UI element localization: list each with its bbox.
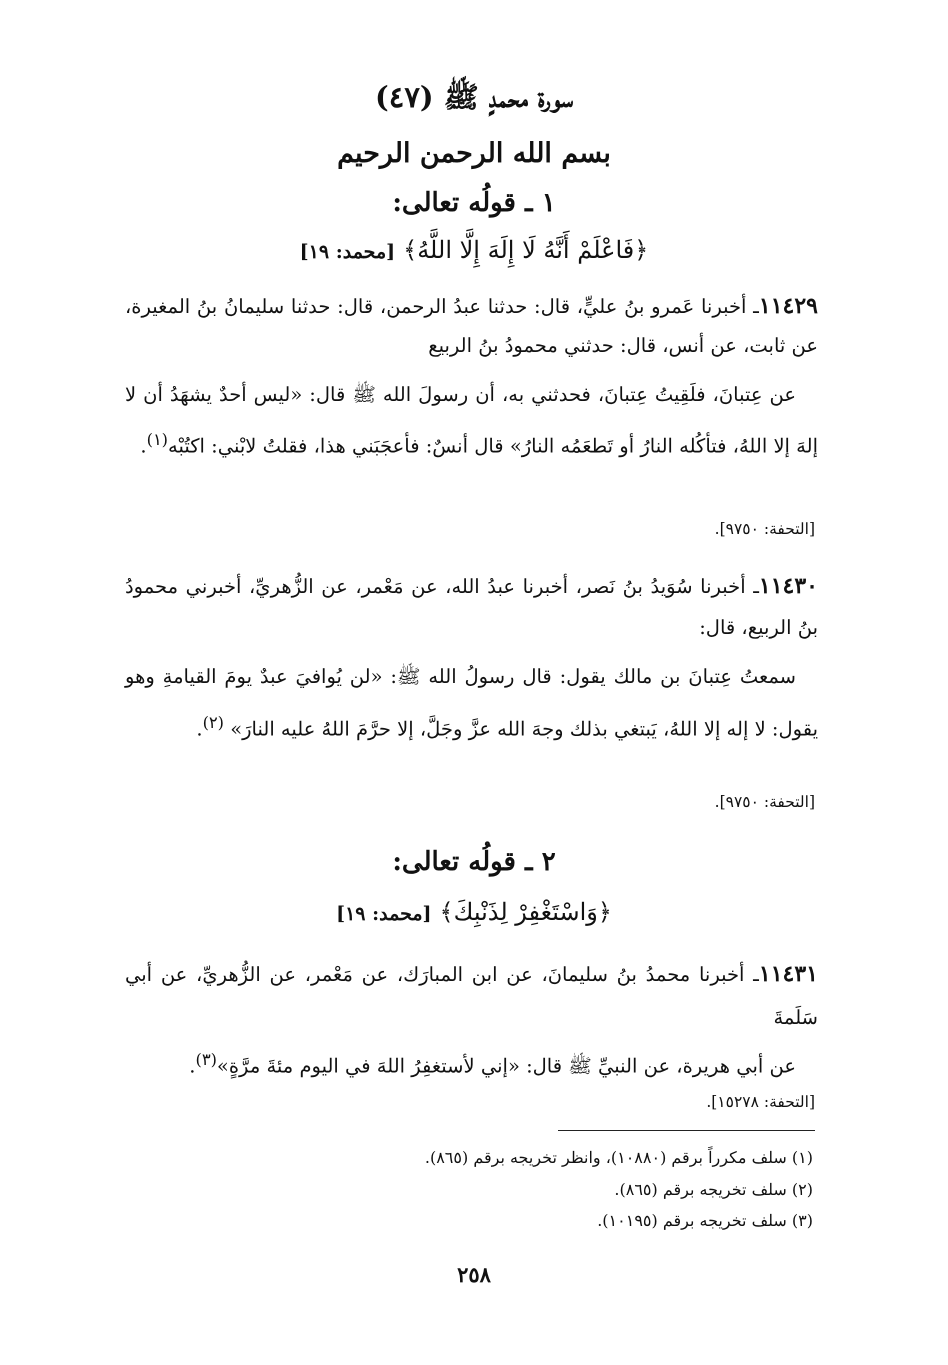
- section-heading: ٢ ـ قولُه تعالى:: [392, 847, 556, 877]
- isnad-text: ـ أخبرنا سُوَيدُ بنُ نَصر، أخبرنا عبدُ الله، عن مَعْمر، عن الزُّهريِّ، أخبرني محمودُ بنُ الربيع، قال:: [125, 575, 818, 639]
- verse-reference: [محمد: ١٩]: [299, 241, 396, 263]
- hadith-isnad: [125, 953, 818, 1039]
- hadith-matn: عن أبي هريرة، عن النبيِّ ﷺ قال: «إني لأستغفِرُ اللهَ في اليوم مئةَ مرَّةٍ»$^{(٣)}$.: [189, 1050, 796, 1078]
- footnote-divider: [558, 1130, 815, 1131]
- verse-text: ﴿وَاسْتَغْفِرْ لِذَنْبِكَ﴾: [439, 898, 612, 926]
- hadith-isnad: [125, 566, 818, 648]
- footnote: (٣) سلف تخريجه برقم (١٠١٩٥).: [597, 1211, 813, 1230]
- isnad-text: ـ أخبرنا محمدُ بنُ سليمانَ، عن ابن المبارَك، عن مَعْمر، عن الزُّهريِّ، عن أبي سَلَمةَ: [125, 963, 818, 1029]
- matn-text: سمعتُ عِتبانَ بن مالك يقول: قال رسولُ الله ﷺ: «لن يُوافيَ عبدٌ يومَ القيامةِ وهو يقول: لا إله إلا اللهُ، يَبتغي بذلك وجهَ الله عزَّ وجَلَّ، إلا حرَّمَ اللهُ عليه النارَ»: [125, 665, 818, 741]
- hadith-matn: عن عِتبانَ، فلَقِيتُ عِتبانَ، فحدثني به، أن رسولَ الله ﷺ قال: «ليس أحدٌ يشهَدُ أن لا إلهَ إلا اللهُ، فتأكُله النارُ أو تَطعَمُه النارُ» قال أنسٌ: فأعجَبَني هذا، فقلتُ لابْني: اكتُبْه$^{(١)}$.: [125, 383, 818, 458]
- matn-text: عن عِتبانَ، فلَقِيتُ عِتبانَ، فحدثني به، أن رسولَ الله ﷺ قال: «ليس أحدٌ يشهَدُ أن لا إلهَ إلا اللهُ، فتأكُله النارُ أو تَطعَمُه النارُ» قال أنسٌ: فأعجَبَني هذا، فقلتُ لابْني: اكتُبْه: [125, 383, 818, 458]
- isnad-text: ـ أخبرنا عَمرو بنُ عليٍّ، قال: حدثنا عبدُ الرحمن، قال: حدثنا سليمانُ بنُ المغيرة، عن ثابت، عن أنس، قال: حدثني محمودُ بنُ الربيع: [125, 295, 818, 357]
- hadith-isnad: [125, 287, 818, 365]
- basmala: بسم الله الرحمن الرحيم: [337, 138, 611, 169]
- matn-text: عن أبي هريرة، عن النبيِّ ﷺ قال: «إني لأستغفِرُ اللهَ في اليوم مئةَ مرَّةٍ»: [216, 1054, 796, 1078]
- page-number: ٢٥٨: [457, 1262, 491, 1287]
- verse-text: ﴿فَاعْلَمْ أَنَّهُ لَا إِلَهَ إِلَّا اللَّهُ﴾: [403, 236, 649, 264]
- footnote-marker: (١): [146, 430, 169, 449]
- footnote: (٢) سلف تخريجه برقم (٨٦٥).: [614, 1180, 813, 1199]
- hadith-number: ١١٤٢٩: [758, 293, 818, 319]
- hadith-matn: سمعتُ عِتبانَ بن مالك يقول: قال رسولُ الله ﷺ: «لن يُوافيَ عبدٌ يومَ القيامةِ وهو يقول: لا إله إلا اللهُ، يَبتغي بذلك وجهَ الله عزَّ وجَلَّ، إلا حرَّمَ اللهُ عليه النارَ» $^{(٢)}$.: [125, 665, 818, 741]
- footnote-marker: (٣): [195, 1050, 217, 1069]
- tuhfa-reference: [التحفة: ٩٧٥٠].: [714, 520, 815, 538]
- footnote-marker: (٢): [202, 713, 224, 732]
- surah-title: سورة محمدٍ ﷺ (٤٧): [375, 80, 573, 114]
- tuhfa-reference: [التحفة: ١٥٢٧٨].: [706, 1093, 815, 1111]
- footnote: (١) سلف مكرراً برقم (١٠٨٨٠)، وانظر تخريجه برقم (٨٦٥).: [424, 1148, 813, 1167]
- hadith-number: ١١٤٣٠: [758, 573, 818, 599]
- quran-verse: [0, 236, 948, 264]
- quran-verse: [0, 898, 948, 926]
- tuhfa-reference: [التحفة: ٩٧٥٠].: [714, 793, 815, 811]
- hadith-number: ١١٤٣١: [758, 961, 818, 987]
- section-heading: ١ ـ قولُه تعالى:: [392, 188, 556, 218]
- verse-reference: [محمد: ١٩]: [336, 903, 432, 925]
